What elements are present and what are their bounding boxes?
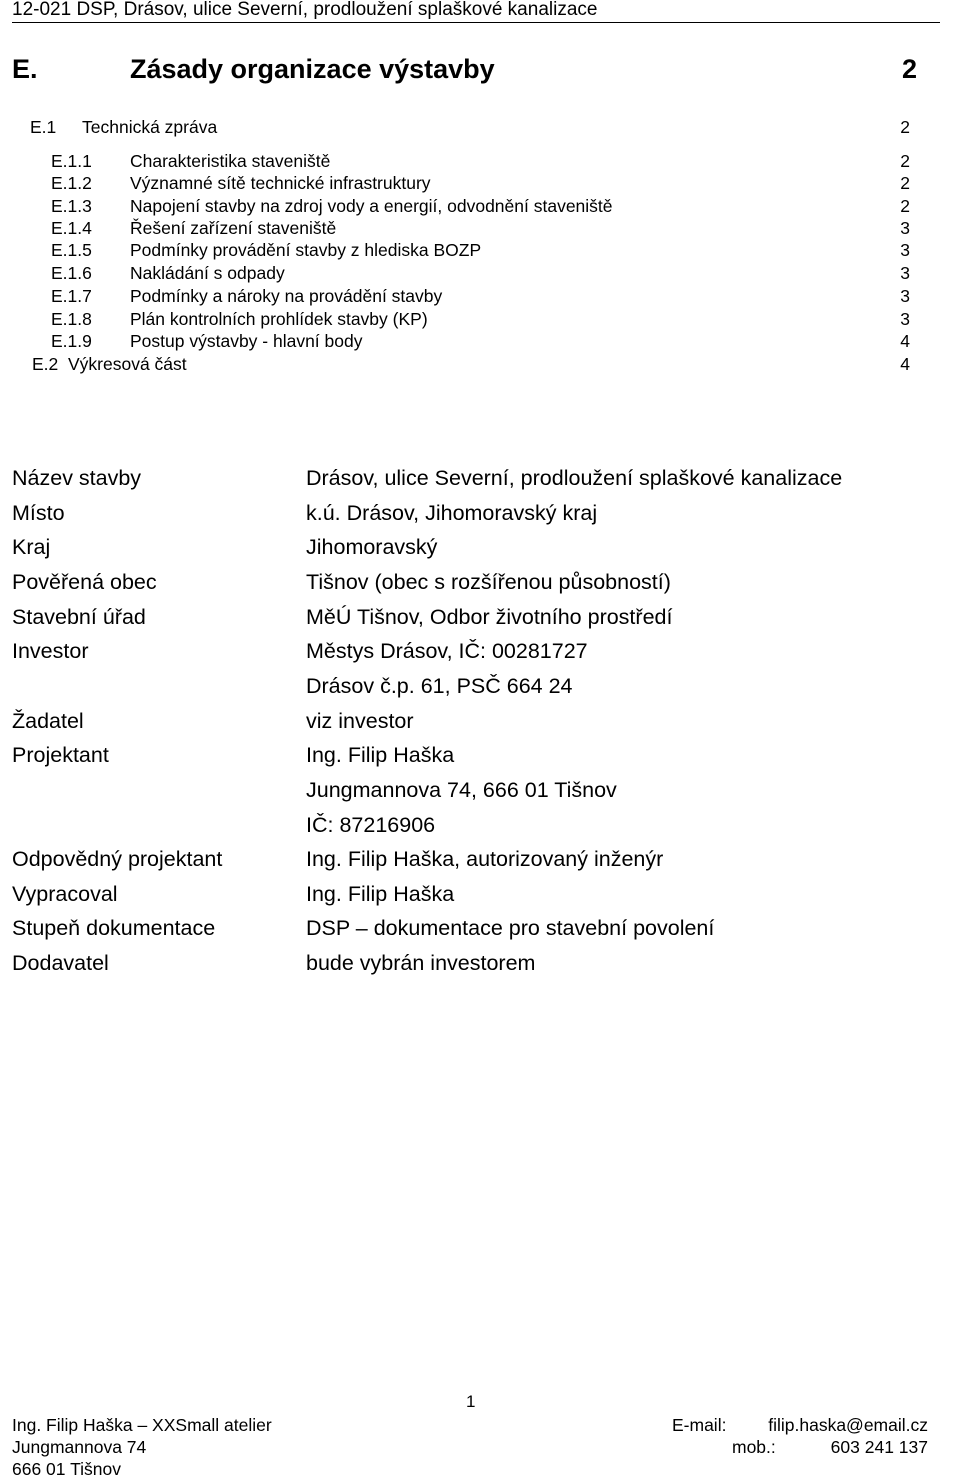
toc-page: 2 (900, 196, 910, 216)
footer-email-label: E-mail: (672, 1415, 727, 1435)
toc-page: 4 (900, 331, 910, 351)
toc-text: Nakládání s odpady (130, 263, 285, 283)
toc-item (51, 262, 910, 284)
info-value: k.ú. Drásov, Jihomoravský kraj (306, 501, 598, 525)
info-value: Ing. Filip Haška (306, 882, 455, 906)
info-label: Stavební úřad (12, 605, 146, 629)
footer-email: filip.haska@email.cz (768, 1415, 928, 1435)
toc-number: E.1.4 (51, 218, 92, 238)
toc-text: Podmínky a nároky na provádění stavby (130, 286, 443, 306)
toc-text: Technická zpráva (82, 117, 218, 137)
toc-item (51, 239, 910, 261)
page-number: 1 (466, 1392, 476, 1411)
toc-number: E.1.1 (51, 151, 92, 171)
info-row (12, 498, 912, 528)
section-title (12, 52, 917, 86)
info-value: IČ: 87216906 (306, 813, 436, 837)
toc-page: 2 (900, 151, 910, 171)
info-row (12, 532, 912, 562)
footer-line (12, 1458, 928, 1480)
toc-item (51, 217, 910, 239)
info-label: Pověřená obec (12, 570, 157, 594)
info-value: MěÚ Tišnov, Odbor životního prostředí (306, 605, 673, 629)
info-value: Drásov č.p. 61, PSČ 664 24 (306, 674, 573, 698)
footer-author: Ing. Filip Haška – XXSmall atelier (12, 1415, 272, 1435)
footer-phone-label: mob.: (732, 1437, 776, 1457)
footer-line (12, 1436, 928, 1458)
toc-text: Postup výstavby - hlavní body (130, 331, 363, 351)
header-text: 12-021 DSP, Drásov, ulice Severní, prodloužení splaškové kanalizace (12, 0, 598, 20)
toc-page: 2 (900, 117, 910, 137)
toc-item (51, 308, 910, 330)
info-label: Dodavatel (12, 951, 109, 975)
info-label: Kraj (12, 535, 51, 559)
toc-item (32, 353, 910, 375)
toc-text: Napojení stavby na zdroj vody a energií, odvodnění staveniště (130, 196, 613, 216)
info-row (12, 913, 912, 943)
toc-number: E.1.2 (51, 173, 92, 193)
section-page: 2 (901, 54, 917, 84)
info-label: Investor (12, 639, 89, 663)
toc-number: E.1.9 (51, 331, 92, 351)
toc-item (30, 116, 910, 138)
toc-text: Výkresová část (68, 354, 187, 374)
toc-number: E.2 (32, 354, 59, 374)
info-label: Žadatel (12, 709, 84, 733)
toc-number: E.1.8 (51, 309, 92, 329)
footer-city: 666 01 Tišnov (12, 1459, 121, 1479)
toc-number: E.1.7 (51, 286, 92, 306)
info-row (12, 948, 912, 978)
info-value: Tišnov (obec s rozšířenou působností) (306, 570, 671, 594)
info-label: Místo (12, 501, 65, 525)
toc-item (51, 330, 910, 352)
info-row (12, 879, 912, 909)
info-row (12, 671, 912, 701)
toc-number: E.1.5 (51, 240, 92, 260)
info-label: Název stavby (12, 466, 142, 490)
toc-item (51, 150, 910, 172)
toc-page: 3 (900, 218, 910, 238)
toc-number: E.1 (30, 117, 57, 137)
toc-page: 4 (900, 354, 910, 374)
info-row (12, 775, 912, 805)
footer-street: Jungmannova 74 (12, 1437, 147, 1457)
info-row (12, 740, 912, 770)
info-row (12, 706, 912, 736)
info-value: Jungmannova 74, 666 01 Tišnov (306, 778, 617, 802)
section-heading: Zásady organizace výstavby (130, 54, 495, 84)
toc-text: Řešení zařízení staveniště (130, 218, 337, 238)
document-header (12, 0, 940, 23)
toc-item (51, 195, 910, 217)
toc-item (51, 172, 910, 194)
toc-number: E.1.3 (51, 196, 92, 216)
section-number: E. (12, 54, 38, 84)
toc-text: Plán kontrolních prohlídek stavby (KP) (130, 309, 428, 329)
info-label: Stupeň dokumentace (12, 916, 216, 940)
toc-text: Významné sítě technické infrastruktury (130, 173, 431, 193)
toc-item (51, 285, 910, 307)
info-value: Ing. Filip Haška (306, 743, 455, 767)
toc-number: E.1.6 (51, 263, 92, 283)
toc-page: 3 (900, 263, 910, 283)
info-value: Drásov, ulice Severní, prodloužení splaškové kanalizace (306, 466, 843, 490)
info-label: Projektant (12, 743, 109, 767)
footer-line (12, 1414, 928, 1436)
toc-page: 3 (900, 309, 910, 329)
info-row (12, 636, 912, 666)
info-row (12, 463, 912, 493)
info-row (12, 567, 912, 597)
toc-text: Charakteristika staveniště (130, 151, 331, 171)
info-value: Jihomoravský (306, 535, 438, 559)
toc-page: 2 (900, 173, 910, 193)
info-value: Městys Drásov, IČ: 00281727 (306, 639, 588, 663)
info-value: viz investor (306, 709, 414, 733)
info-row (12, 810, 912, 840)
info-label: Vypracoval (12, 882, 118, 906)
info-label: Odpovědný projektant (12, 847, 223, 871)
info-row (12, 602, 912, 632)
toc-page: 3 (900, 286, 910, 306)
info-value: bude vybrán investorem (306, 951, 536, 975)
info-row (12, 844, 912, 874)
footer-phone: 603 241 137 (830, 1437, 928, 1457)
info-value: Ing. Filip Haška, autorizovaný inženýr (306, 847, 664, 871)
info-value: DSP – dokumentace pro stavební povolení (306, 916, 715, 940)
toc-page: 3 (900, 240, 910, 260)
toc-text: Podmínky provádění stavby z hlediska BOZP (130, 240, 482, 260)
